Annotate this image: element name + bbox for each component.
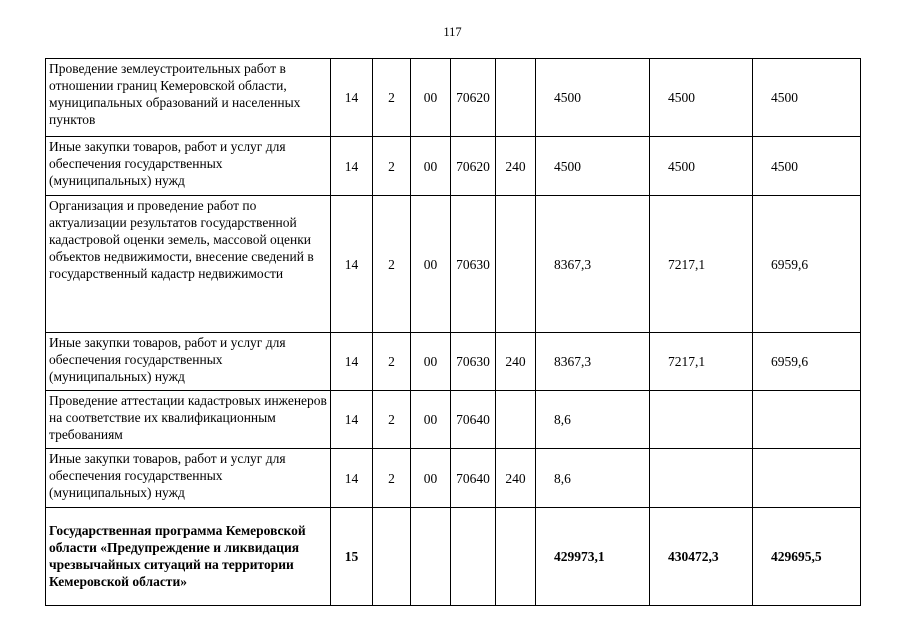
code-target: 70640 (451, 391, 496, 449)
amount-1: 4500 (536, 59, 650, 137)
table-row (46, 449, 861, 508)
code-target (451, 508, 496, 606)
code-section: 14 (331, 59, 373, 137)
code-program: 00 (411, 137, 451, 196)
code-subsection: 2 (373, 449, 411, 508)
code-subsection: 2 (373, 391, 411, 449)
code-section: 14 (331, 137, 373, 196)
code-subsection: 2 (373, 196, 411, 333)
amount-1: 8367,3 (536, 196, 650, 333)
code-program: 00 (411, 391, 451, 449)
table-row (46, 391, 861, 449)
code-target: 70640 (451, 449, 496, 508)
code-program: 00 (411, 333, 451, 391)
amount-1: 8,6 (536, 449, 650, 508)
table-row (46, 333, 861, 391)
row-name: Организация и проведение работ по актуализации результатов государственной кадастровой оценки земель, массовой оценки объектов недвижимости, внесение сведений в государственный кадастр недвижимости (46, 196, 331, 333)
amount-1: 8,6 (536, 391, 650, 449)
code-program: 00 (411, 449, 451, 508)
amount-3: 4500 (753, 137, 861, 196)
code-section: 14 (331, 196, 373, 333)
code-subsection: 2 (373, 59, 411, 137)
code-subsection: 2 (373, 137, 411, 196)
row-name: Иные закупки товаров, работ и услуг для обеспечения государственных (муниципальных) нужд (46, 137, 331, 196)
row-name: Государственная программа Кемеровской области «Предупреждение и ликвидация чрезвычайных ситуаций на территории Кемеровской области» (46, 508, 331, 606)
row-name: Проведение аттестации кадастровых инженеров на соответствие их квалификационным требованиям (46, 391, 331, 449)
budget-table (45, 58, 861, 606)
code-expense-type: 240 (496, 137, 536, 196)
amount-3: 6959,6 (753, 196, 861, 333)
amount-3: 6959,6 (753, 333, 861, 391)
table-row (46, 59, 861, 137)
table-row (46, 137, 861, 196)
amount-3: 429695,5 (753, 508, 861, 606)
amount-3 (753, 391, 861, 449)
amount-1: 4500 (536, 137, 650, 196)
amount-2: 4500 (650, 137, 753, 196)
code-target: 70620 (451, 137, 496, 196)
code-expense-type (496, 508, 536, 606)
code-section: 14 (331, 449, 373, 508)
code-section: 14 (331, 391, 373, 449)
code-expense-type: 240 (496, 333, 536, 391)
amount-2: 7217,1 (650, 196, 753, 333)
amount-2 (650, 449, 753, 508)
table-row-program-total (46, 508, 861, 606)
code-expense-type (496, 59, 536, 137)
page-number: 117 (443, 25, 462, 39)
code-program (411, 508, 451, 606)
code-section: 14 (331, 333, 373, 391)
amount-2: 7217,1 (650, 333, 753, 391)
amount-3: 4500 (753, 59, 861, 137)
row-name: Проведение землеустроительных работ в отношении границ Кемеровской области, муниципальных образований и населенных пунктов (46, 59, 331, 137)
code-subsection: 2 (373, 333, 411, 391)
code-section: 15 (331, 508, 373, 606)
code-program: 00 (411, 59, 451, 137)
code-expense-type (496, 196, 536, 333)
amount-2: 4500 (650, 59, 753, 137)
code-expense-type: 240 (496, 449, 536, 508)
code-target: 70620 (451, 59, 496, 137)
amount-1: 8367,3 (536, 333, 650, 391)
code-subsection (373, 508, 411, 606)
amount-1: 429973,1 (536, 508, 650, 606)
table-body (46, 59, 861, 606)
code-program: 00 (411, 196, 451, 333)
amount-3 (753, 449, 861, 508)
row-name: Иные закупки товаров, работ и услуг для обеспечения государственных (муниципальных) нужд (46, 333, 331, 391)
amount-2: 430472,3 (650, 508, 753, 606)
row-name: Иные закупки товаров, работ и услуг для обеспечения государственных (муниципальных) нужд (46, 449, 331, 508)
amount-2 (650, 391, 753, 449)
table-row (46, 196, 861, 333)
code-expense-type (496, 391, 536, 449)
code-target: 70630 (451, 333, 496, 391)
code-target: 70630 (451, 196, 496, 333)
